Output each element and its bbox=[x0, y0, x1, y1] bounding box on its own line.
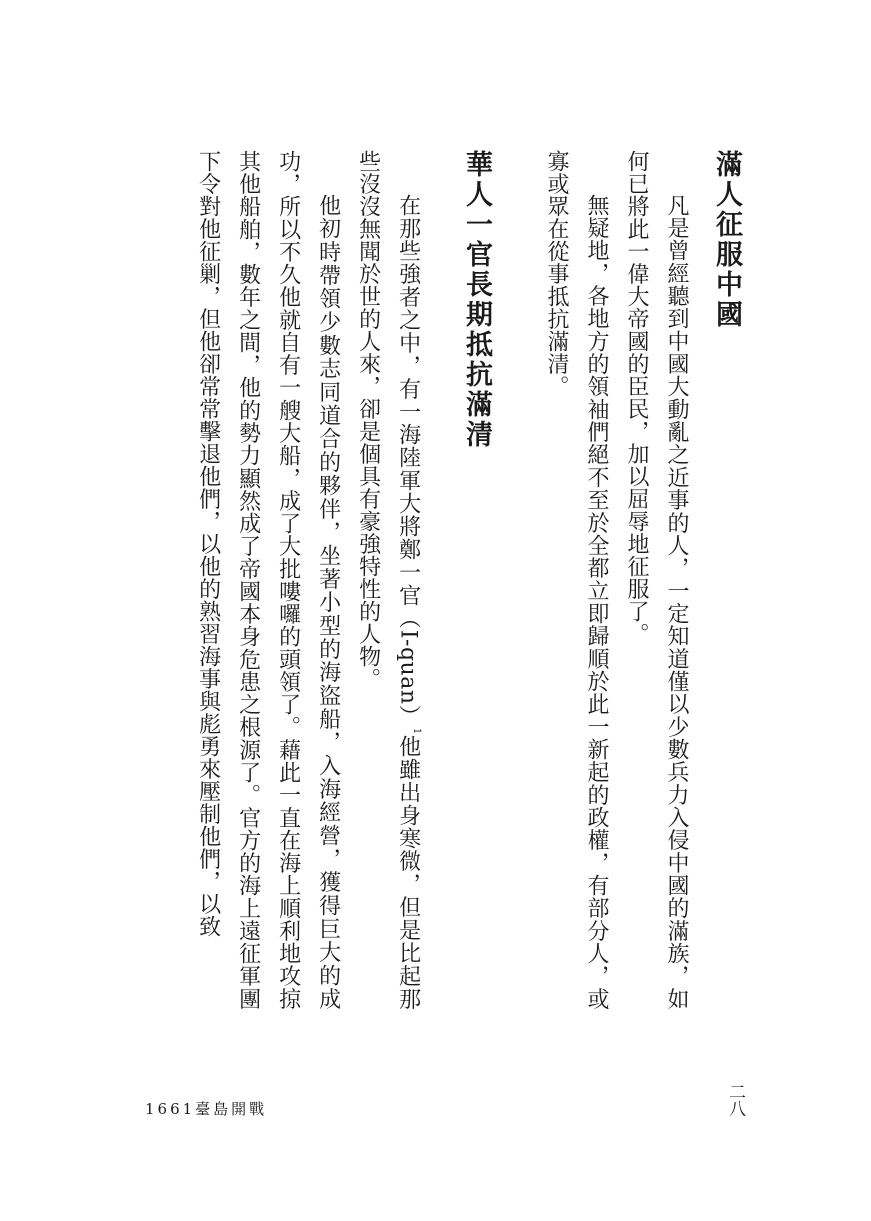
section-heading-iquan-resistance: 華人一官長期抵抗滿清 bbox=[461, 150, 492, 450]
running-footer-book-title: 1661臺島開戰 bbox=[145, 1100, 268, 1118]
paragraph-2: 無疑地，各地方的領袖們絕不至於全都立即歸順於此一新起的政權，有部分人，或寡或眾在從事抵抗滿清。 bbox=[544, 150, 609, 1010]
footnote-reference[interactable]: 1 bbox=[411, 727, 422, 735]
page-number: 二八 bbox=[725, 1083, 745, 1117]
paragraph-3-part-1: 在那些強者之中，有一海陸軍大將鄭一官（I-quan） bbox=[395, 194, 421, 728]
section-heading-manchu-conquest: 滿人征服中國 bbox=[711, 150, 742, 330]
paragraph-4: 他初時帶領少數志同道合的夥伴，坐著小型的海盜船，入海經營，獲得巨大的成功，所以不久他就自有一艘大船，成了大批嘍囉的頭領了。藉此一直在海上順利地攻掠其他船舶，數年之間，他的勢力顯然成了帝國本身危患之根源了。官方的海上遠征軍團下令對他征剿，但他卻常常擊退他們，以他的熟習海事與彪勇來壓制他們，以致 bbox=[195, 150, 341, 1010]
paragraph-3 bbox=[348, 150, 436, 1010]
vertical-body-text bbox=[188, 150, 746, 1010]
paragraph-3-part-2: 他雖出身寒微，但是比起那些沒沒無聞於世的人來，卻是個具有豪強特性的人物。 bbox=[355, 150, 421, 1010]
paragraph-1: 凡是曾經聽到中國大動亂之近事的人，一定知道僅以少數兵力入侵中國的滿族，如何已將此一偉大帝國的臣民，加以屈辱地征服了。 bbox=[624, 150, 689, 1010]
